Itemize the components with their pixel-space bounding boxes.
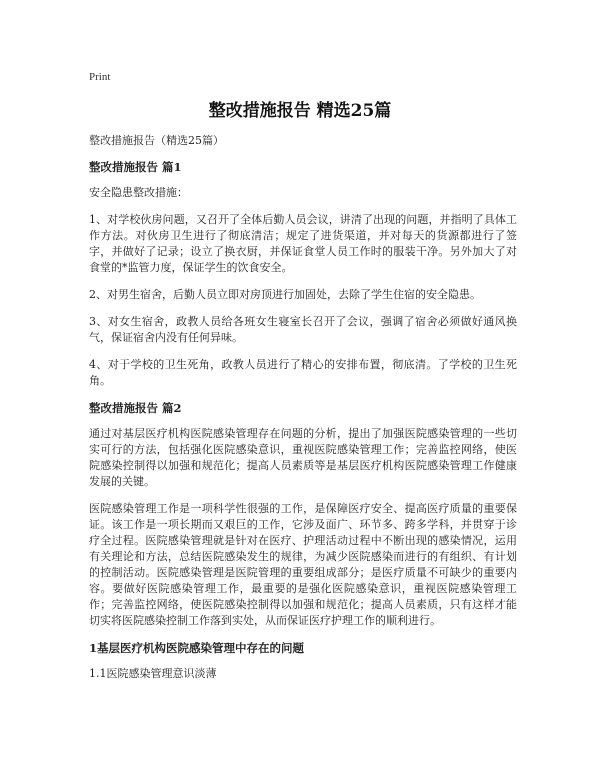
paragraph: 医院感染管理工作是一项科学性很强的工作，是保障医疗安全、提高医疗质量的重要保证。该工作是一项长期而又艰巨的工作，它涉及面广、环节多、跨多学科，并贯穿于诊疗全过程。医院感染管理就是针对在医疗、护理活动过程中不断出现的感染情况，运用有关理论和方法，总结医院感染发生的规律，为减少医院感染而进行的有组织、有计划的控制活动。医院感染管理是医院管理的重要组成部分；是医疗质量不可缺少的重要内容。要做好医院感染管理工作，最重要的是强化医院感染意识，重视医院感染管理工作；完善监控网络，使医院感染控制得以加强和规范化；提高人员素质，只有这样才能切实将医院感染控制工作落到实处，从而保证医疗护理工作的顺利进行。	[89, 502, 517, 627]
document-subtitle: 整改措施报告（精选25篇）	[89, 134, 224, 147]
print-label: Print	[89, 71, 111, 83]
paragraph: 2、对男生宿舍，后勤人员立即对房顶进行加固处，去除了学生住宿的安全隐患。	[89, 288, 481, 301]
document-body	[89, 133, 517, 693]
paragraph: 通过对基层医疗机构医院感染管理存在问题的分析，提出了加强医院感染管理的一些切实可行的方法，包括强化医院感染意识，重视医院感染管理工作；完善监控网络，使医院感染控制得以加强和规范化；提高人员素质等是基层医疗机构医院感染管理工作健康发展的关键。	[89, 427, 517, 488]
paragraph: 4、对于学校的卫生死角，政教人员进行了精心的安排布置，彻底清。了学校的卫生死角。	[89, 358, 517, 387]
subsection-heading: 1基层医疗机构医院感染管理中存在的问题	[89, 641, 304, 655]
section-heading-1: 整改措施报告 篇1	[89, 160, 182, 174]
document-title: 整改措施报告 精选25篇	[208, 101, 392, 121]
paragraph: 1、对学校伙房问题，又召开了全体后勤人员会议，讲清了出现的问题，并指明了具体工作方法。对伙房卫生进行了彻底清洁；规定了进货渠道，并对每天的货源都进行了签字，并做好了记录；设立了换衣厨，并保证食堂人员工作时的服装干净。另外加大了对食堂的*监管力度，保证学生的饮食安全。	[89, 213, 517, 274]
paragraph: 安全隐患整改措施：	[89, 186, 188, 199]
subsubsection-heading: 1.1医院感染管理意识淡薄	[89, 667, 217, 680]
paragraph: 3、对女生宿舍，政教人员给各班女生寝室长召开了会议，强调了宿舍必须做好通风换气，保证宿舍内没有任何异味。	[89, 315, 517, 344]
section-heading-2: 整改措施报告 篇2	[89, 401, 182, 415]
